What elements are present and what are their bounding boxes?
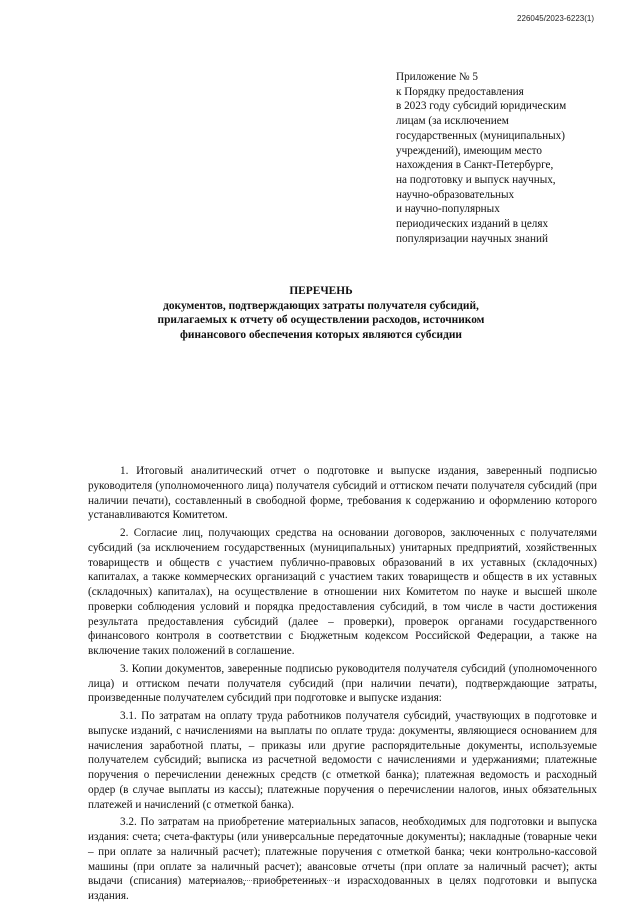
appendix-line: нахождения в Санкт-Петербурге, (396, 159, 554, 172)
appendix-line: и научно-популярных (396, 203, 500, 216)
footer-divider (210, 880, 340, 881)
appendix-line: на подготовку и выпуск научных, (396, 173, 556, 186)
appendix-block (396, 70, 611, 246)
appendix-line: лицам (за исключением (396, 115, 509, 128)
paragraph-3-2: 3.2. По затратам на приобретение материальных запасов, необходимых для подготовки и выпуска издания: счета; счета-фактуры (или универсальные передаточные документы); накладные (товарные чеки – при оплате за наличный расчет); платежные поручения с отметкой банка; чеки контрольно-кассовой машины (при оплате за наличный расчет); авансовые отчеты (при оплате за наличный расчет); акты выдачи (списания) материалов, приобретенных и израсходованных в целях подготовки и выпуска издания. (88, 816, 597, 902)
paragraph-2: 2. Согласие лиц, получающих средства на основании договоров, заключенных с получателями субсидий (за исключением государственных (муниципальных) унитарных предприятий, хозяйственных товариществ и обществ с участием публично-правовых образований в их уставных (складочных) капиталах, а также коммерческих организаций с участием таких товариществ и обществ в их уставных (складочных) капиталах), на осуществление в отношении них Комитетом по науке и высшей школе проверки соблюдения условий и порядка предоставления субсидий, в том числе в части достижения результата предоставления субсидий (далее – проверки), проверок органами государственного финансового контроля в соответствии с Бюджетным кодексом Российской Федерации, а также на включение таких положений в соглашение. (88, 527, 597, 657)
appendix-line: популяризации научных знаний (396, 232, 548, 245)
title-line: прилагаемых к отчету об осуществлении расходов, источником (157, 314, 485, 327)
appendix-line: государственных (муниципальных) (396, 129, 565, 142)
document-title (88, 284, 554, 342)
appendix-line: научно-образовательных (396, 188, 515, 201)
appendix-line: учреждений), имеющим место (396, 144, 542, 157)
paragraph-1: 1. Итоговый аналитический отчет о подготовке и выпуске издания, заверенный подписью руководителя (уполномоченного лица) получателя субсидий и оттиском печати получателя субсидий (при наличии печати), составленный в свободной форме, требования к содержанию и оформлению которого устанавливаются Комитетом. (88, 465, 597, 522)
document-body (88, 464, 597, 904)
appendix-line: к Порядку предоставления (396, 85, 524, 98)
appendix-line: периодических изданий в целях (396, 218, 549, 231)
appendix-line: Приложение № 5 (396, 71, 478, 83)
appendix-line: в 2023 году субсидий юридическим (396, 100, 567, 113)
title-heading: ПЕРЕЧЕНЬ (289, 285, 353, 297)
paragraph-3: 3. Копии документов, заверенные подписью руководителя получателя субсидий (уполномоченного лица) и оттиском печати получателя субсидий (при наличии печати), подтверждающие затраты, произведенные получателем субсидий при подготовке и выпуске издания: (88, 662, 597, 705)
title-line: финансового обеспечения которых являются субсидии (180, 328, 462, 341)
paragraph-3-1: 3.1. По затратам на оплату труда работников получателя субсидий, участвующих в подготовке и выпуске изданий, с начислениями на выплаты по оплате труда: документы, являющиеся основанием для начисления заработной платы, – приказы или другие распорядительные документы, используемые получателем субсидий; выписка из расчетной ведомости с начислениями и удержаниями; платежные поручения о перечислении денежных средств (с отметкой банка); платежная ведомость и расходный ордер (в случае выплаты из кассы); платежные поручения о перечислении налогов, иных обязательных платежей и начислений (с отметкой банка). (88, 710, 597, 811)
title-line: документов, подтверждающих затраты получателя субсидий, (163, 299, 479, 312)
document-id: 226045/2023-6223(1) (517, 14, 594, 23)
